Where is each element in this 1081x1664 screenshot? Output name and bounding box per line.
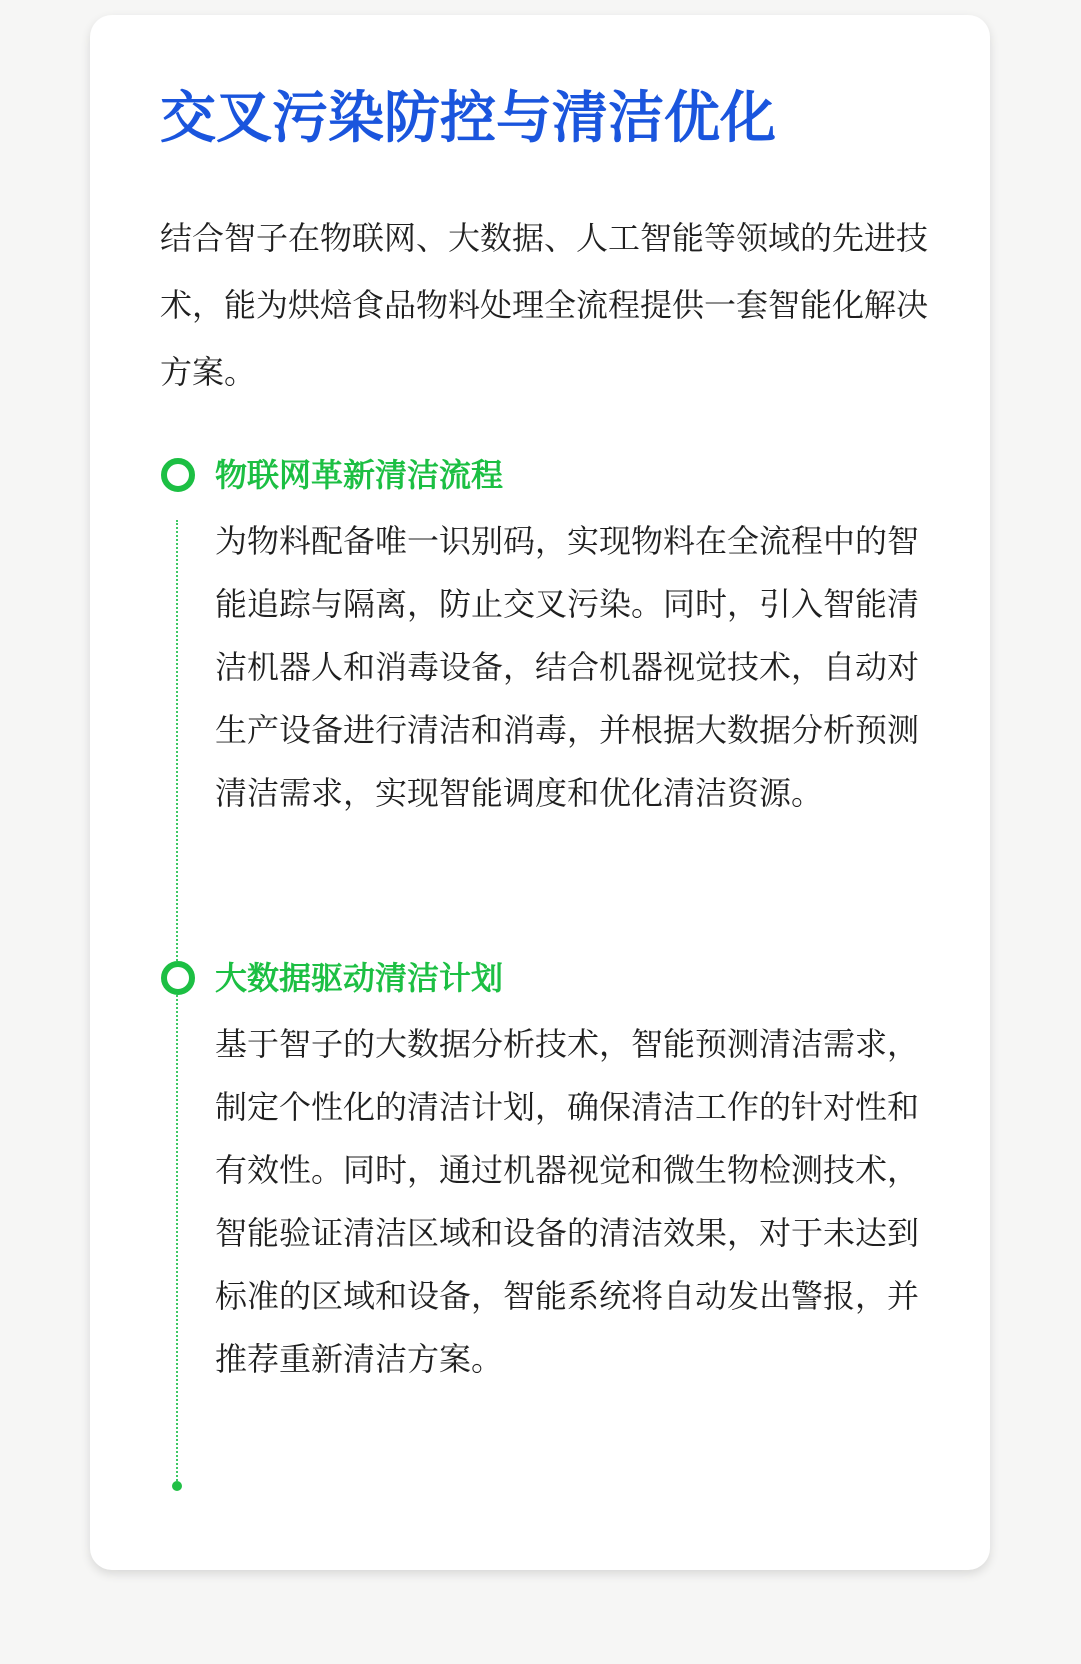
timeline-end-dot: [172, 1481, 182, 1491]
timeline-circle-icon: [161, 961, 195, 995]
timeline-circle-icon: [161, 458, 195, 492]
section-heading: 物联网革新清洁流程: [215, 456, 504, 494]
section-heading: 大数据驱动清洁计划: [215, 959, 504, 997]
content-card: [90, 15, 990, 1570]
section-body: 基于智子的大数据分析技术，智能预测清洁需求，制定个性化的清洁计划，确保清洁工作的针对性和有效性。同时，通过机器视觉和微生物检测技术，智能验证清洁区域和设备的清洁效果，对于未达到标准的区域和设备，智能系统将自动发出警报，并推荐重新清洁方案。: [215, 1025, 920, 1378]
page-title: 交叉污染防控与清洁优化: [160, 86, 776, 151]
section-body: 为物料配备唯一识别码，实现物料在全流程中的智能追踪与隔离，防止交叉污染。同时，引入智能清洁机器人和消毒设备，结合机器视觉技术，自动对生产设备进行清洁和消毒，并根据大数据分析预测清洁需求，实现智能调度和优化清洁资源。: [215, 522, 920, 812]
intro-paragraph: 结合智子在物联网、大数据、人工智能等领域的先进技术，能为烘焙食品物料处理全流程提供一套智能化解决方案。: [160, 219, 929, 391]
timeline-dotted-line: [176, 520, 178, 1485]
